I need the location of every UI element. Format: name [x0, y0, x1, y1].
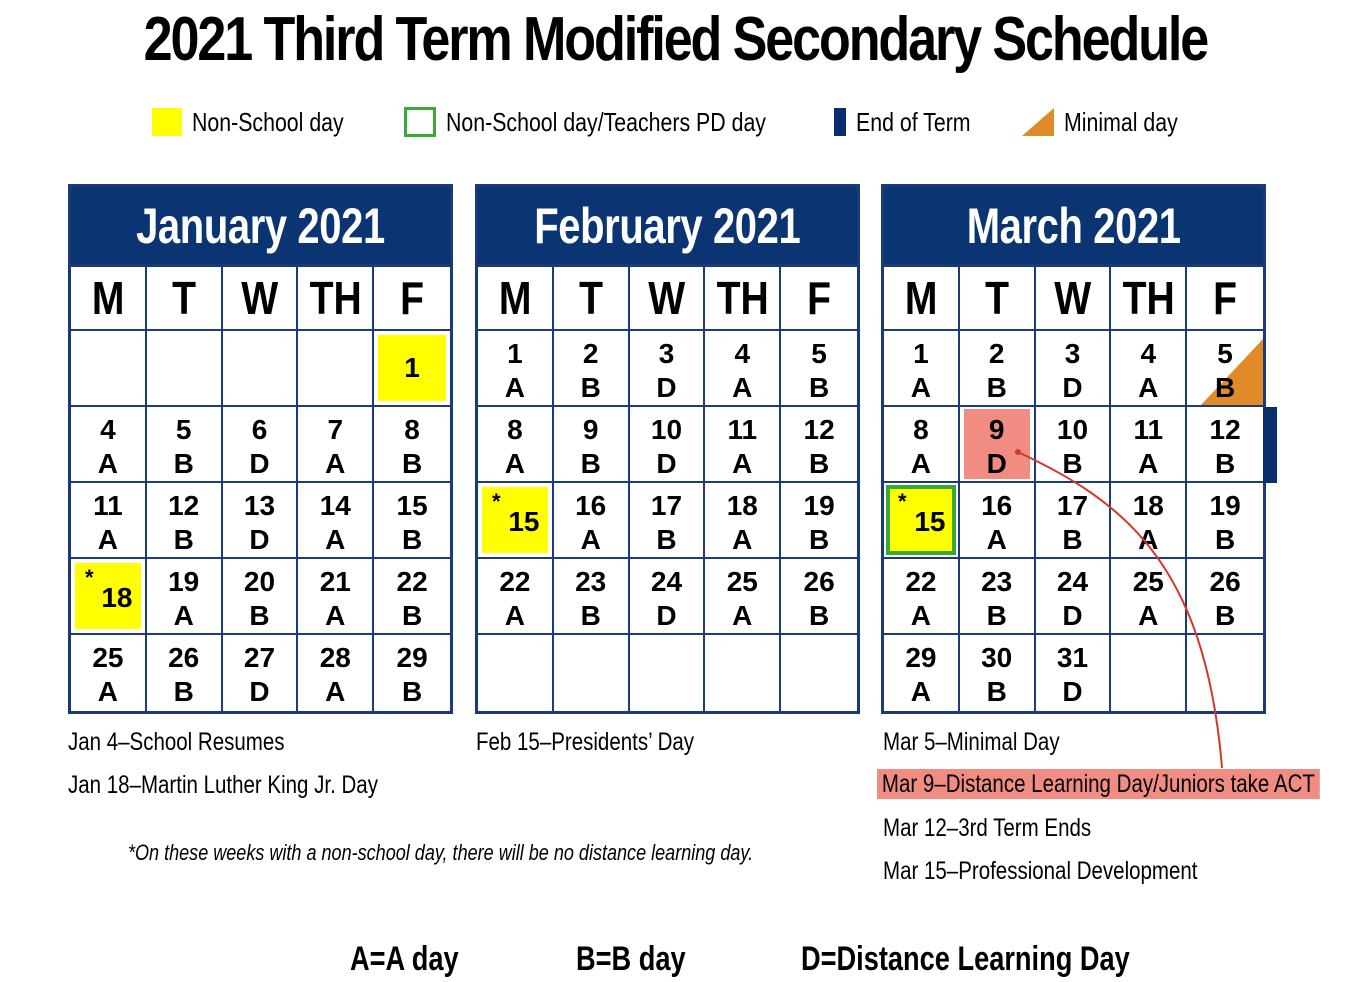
weekday-header: W [630, 267, 706, 331]
navy-bar-swatch-icon [834, 108, 846, 136]
day-code: D [656, 372, 677, 403]
note-jan-school-resumes: Jan 4–School Resumes [68, 728, 285, 756]
note-mar-term-ends: Mar 12–3rd Term Ends [883, 814, 1092, 842]
day-number: 27 [243, 642, 276, 673]
day-number: 2 [582, 338, 599, 369]
day-code: B [401, 524, 423, 555]
day-cell [884, 407, 960, 483]
day-code: B [173, 448, 194, 479]
day-code: B [1062, 524, 1083, 555]
day-number: 15 [396, 490, 428, 521]
weekday-header: TH [298, 267, 374, 331]
day-cell [884, 635, 960, 711]
day-number: 15 [508, 506, 540, 537]
day-cell-empty [1111, 635, 1187, 711]
day-number: 18 [1132, 490, 1164, 521]
day-number: 23 [981, 566, 1013, 597]
day-cell [298, 559, 374, 635]
day-cell [884, 559, 960, 635]
orange-triangle-swatch-icon [1022, 108, 1054, 136]
day-number: 3 [1064, 338, 1081, 369]
day-number: 24 [650, 566, 683, 597]
day-number: 30 [981, 642, 1013, 673]
day-cell [630, 483, 706, 559]
day-code: A [504, 372, 526, 403]
page-title: 2021 Third Term Modified Secondary Schedule [143, 5, 1208, 74]
day-number: 14 [319, 490, 351, 521]
day-cell [781, 559, 857, 635]
day-code: A [1138, 600, 1159, 631]
day-cell [223, 635, 299, 711]
day-cell [223, 407, 299, 483]
day-cell [1111, 407, 1187, 483]
legend-end-of-term-label: End of Term [856, 106, 971, 137]
day-number: 17 [650, 490, 683, 521]
weekday-header: W [223, 267, 299, 331]
calendar-february [475, 184, 860, 714]
end-of-term-bar-icon [1263, 407, 1277, 483]
day-cell-empty [147, 331, 223, 407]
asterisk-note: * [898, 489, 907, 514]
day-number: 11 [93, 490, 123, 521]
day-cell [630, 407, 706, 483]
day-number: 2 [988, 338, 1005, 369]
day-number: 29 [396, 642, 428, 673]
day-code: B [580, 448, 601, 479]
day-code: A [732, 600, 753, 631]
day-number: 10 [650, 414, 683, 445]
calendar-january-grid [71, 267, 450, 711]
day-number: 29 [905, 642, 937, 673]
weekday-header: T [554, 267, 630, 331]
day-cell [960, 559, 1036, 635]
day-number: 22 [905, 566, 937, 597]
day-code: A [325, 676, 346, 707]
day-cell [705, 483, 781, 559]
day-code: A [1138, 524, 1159, 555]
legend-pd-day-label: Non-School day/Teachers PD day [446, 106, 766, 137]
day-cell-empty [781, 635, 857, 711]
day-cell [374, 635, 450, 711]
day-number: 4 [734, 338, 751, 369]
day-number: 11 [727, 414, 758, 445]
day-cell [147, 559, 223, 635]
key-b-day: B=B day [576, 940, 686, 978]
day-cell [374, 483, 450, 559]
day-code: B [808, 448, 830, 479]
asterisk-note: * [492, 489, 501, 514]
day-number: 10 [1056, 414, 1089, 445]
day-cell-pd-day [884, 483, 960, 559]
day-code: B [173, 676, 194, 707]
day-cell [884, 331, 960, 407]
day-cell [298, 407, 374, 483]
day-number: 19 [168, 566, 200, 597]
day-cell-empty [223, 331, 299, 407]
weekday-header: TH [1111, 267, 1187, 331]
day-number: 5 [811, 338, 827, 369]
day-code: A [97, 524, 119, 555]
footnote: *On these weeks with a non-school day, there will be no distance learning day. [128, 840, 754, 865]
day-cell-empty [298, 331, 374, 407]
day-number: 12 [803, 414, 835, 445]
day-cell [705, 559, 781, 635]
calendar-march-header [884, 187, 1263, 267]
day-code: B [1214, 524, 1236, 555]
day-number: 19 [1209, 490, 1241, 521]
day-number: 3 [658, 338, 675, 369]
day-cell [1111, 331, 1187, 407]
day-code: A [910, 600, 932, 631]
day-code: A [910, 676, 932, 707]
day-code: B [401, 448, 423, 479]
day-number: 25 [726, 566, 758, 597]
note-feb-presidents-day: Feb 15–Presidents’ Day [476, 728, 695, 756]
day-code: B [986, 676, 1007, 707]
day-number: 4 [1140, 338, 1157, 369]
calendar-january-title: January 2021 [136, 197, 385, 254]
day-number: 17 [1056, 490, 1089, 521]
day-number: 20 [243, 566, 276, 597]
weekday-header: M [71, 267, 147, 331]
day-number: 1 [507, 338, 523, 369]
day-cell [478, 407, 554, 483]
day-number: 26 [168, 642, 200, 673]
day-cell-non-school [478, 483, 554, 559]
weekday-header: T [960, 267, 1036, 331]
day-cell [71, 407, 147, 483]
calendar-february-grid [478, 267, 857, 711]
legend-non-school-label: Non-School day [192, 106, 344, 137]
day-cell-empty [554, 635, 630, 711]
day-cell [374, 407, 450, 483]
day-cell [705, 407, 781, 483]
day-code: B [173, 524, 194, 555]
day-cell [960, 483, 1036, 559]
day-cell [781, 483, 857, 559]
day-code: B [249, 600, 270, 631]
day-cell [147, 407, 223, 483]
day-cell [705, 331, 781, 407]
yellow-swatch-icon [152, 108, 182, 136]
day-cell [71, 483, 147, 559]
day-cell [1036, 635, 1112, 711]
day-number: 8 [404, 414, 420, 445]
day-cell [1187, 559, 1263, 635]
day-code: A [325, 448, 346, 479]
day-code: B [1214, 600, 1236, 631]
day-code: B [808, 600, 830, 631]
calendar-january [68, 184, 453, 714]
calendar-february-title: February 2021 [534, 197, 801, 254]
day-cell [478, 331, 554, 407]
day-cell [1111, 483, 1187, 559]
day-number: 24 [1056, 566, 1089, 597]
day-code: B [656, 524, 677, 555]
day-number: 1 [404, 352, 420, 383]
note-mar-distance-learning: Mar 9–Distance Learning Day/Juniors take ACT [877, 769, 1320, 799]
day-cell-non-school [71, 559, 147, 635]
day-code: B [808, 372, 830, 403]
day-cell [960, 635, 1036, 711]
day-number: 8 [913, 414, 929, 445]
calendar-january-header [71, 187, 450, 267]
day-number: 9 [582, 414, 599, 445]
day-number: 31 [1056, 642, 1089, 673]
day-code: A [325, 600, 346, 631]
green-outline-swatch-icon [404, 107, 436, 137]
day-code: B [401, 600, 423, 631]
weekday-header: M [884, 267, 960, 331]
calendar-march [881, 184, 1266, 714]
day-cell [147, 635, 223, 711]
weekday-header: F [1187, 267, 1263, 331]
day-cell-minimal [1187, 331, 1263, 407]
day-number: 21 [319, 566, 351, 597]
day-code: D [986, 448, 1007, 479]
day-cell [630, 331, 706, 407]
day-number: 26 [1209, 566, 1241, 597]
day-cell [478, 559, 554, 635]
day-cell [781, 331, 857, 407]
day-code: A [732, 448, 753, 479]
day-number: 16 [981, 490, 1013, 521]
day-number: 12 [168, 490, 200, 521]
day-number: 4 [100, 414, 116, 445]
day-code: B [986, 600, 1007, 631]
legend-minimal-label: Minimal day [1064, 106, 1178, 137]
day-code: D [656, 600, 677, 631]
day-code: B [580, 600, 601, 631]
day-number: 26 [803, 566, 835, 597]
key-a-day: A=A day [350, 940, 459, 978]
weekday-header: F [781, 267, 857, 331]
day-cell [781, 407, 857, 483]
day-cell [223, 483, 299, 559]
day-code: D [1062, 372, 1083, 403]
day-cell [554, 331, 630, 407]
day-code: A [986, 524, 1007, 555]
note-mar-minimal-day: Mar 5–Minimal Day [883, 728, 1060, 756]
day-cell [298, 483, 374, 559]
day-code: A [1138, 448, 1159, 479]
calendar-march-grid [884, 267, 1263, 711]
day-code: D [249, 448, 270, 479]
calendar-march-title: March 2021 [966, 197, 1181, 254]
day-code: D [1062, 600, 1083, 631]
day-code: B [580, 372, 601, 403]
day-cell [1036, 331, 1112, 407]
day-cell [223, 559, 299, 635]
day-number: 22 [499, 566, 531, 597]
day-cell [1111, 559, 1187, 635]
day-number: 25 [92, 642, 124, 673]
weekday-header: TH [705, 267, 781, 331]
day-cell-empty [478, 635, 554, 711]
day-code: A [504, 600, 526, 631]
day-cell [554, 407, 630, 483]
day-number: 12 [1209, 414, 1241, 445]
day-number: 7 [327, 414, 344, 445]
day-code: B [1062, 448, 1083, 479]
day-code: A [97, 676, 119, 707]
day-number: 23 [575, 566, 607, 597]
day-cell [960, 331, 1036, 407]
day-cell-end-of-term [1187, 407, 1263, 483]
day-cell [554, 483, 630, 559]
weekday-header: M [478, 267, 554, 331]
day-code: A [1138, 372, 1159, 403]
day-code: A [580, 524, 601, 555]
day-number: 22 [396, 566, 428, 597]
day-cell-empty [1187, 635, 1263, 711]
legend-end-of-term [834, 104, 996, 140]
day-cell-act [960, 407, 1036, 483]
day-number: 11 [1133, 414, 1164, 445]
day-code: A [325, 524, 346, 555]
day-number: 8 [507, 414, 523, 445]
day-code: A [504, 448, 526, 479]
day-code: D [249, 524, 270, 555]
day-cell [374, 559, 450, 635]
day-cell-empty [705, 635, 781, 711]
day-number: 19 [803, 490, 835, 521]
day-number: 25 [1132, 566, 1164, 597]
day-code: A [732, 372, 753, 403]
day-code: D [1062, 676, 1083, 707]
day-number: 15 [914, 506, 946, 537]
day-code: B [1214, 372, 1236, 403]
day-code: A [97, 448, 119, 479]
day-cell-empty [630, 635, 706, 711]
day-code: A [173, 600, 194, 631]
legend-pd-day [404, 104, 836, 140]
day-code: B [986, 372, 1007, 403]
day-cell [1187, 483, 1263, 559]
day-number: 18 [101, 582, 133, 613]
day-cell [1036, 483, 1112, 559]
day-code: B [401, 676, 423, 707]
day-cell [147, 483, 223, 559]
day-number: 9 [988, 414, 1005, 445]
day-code: B [808, 524, 830, 555]
day-number: 5 [1217, 338, 1233, 369]
day-code: D [249, 676, 270, 707]
weekday-header: F [374, 267, 450, 331]
day-number: 18 [726, 490, 758, 521]
note-mar-professional-development: Mar 15–Professional Development [883, 857, 1198, 885]
day-number: 16 [575, 490, 607, 521]
day-cell [630, 559, 706, 635]
day-cell [1036, 559, 1112, 635]
day-cell [298, 635, 374, 711]
day-code: B [1214, 448, 1236, 479]
day-cell-empty [71, 331, 147, 407]
note-jan-mlk-day: Jan 18–Martin Luther King Jr. Day [68, 771, 378, 799]
key-d-day: D=Distance Learning Day [801, 940, 1130, 978]
day-number: 1 [913, 338, 929, 369]
day-code: A [732, 524, 753, 555]
calendar-february-header [478, 187, 857, 267]
legend-non-school [152, 104, 377, 140]
day-cell [71, 635, 147, 711]
day-cell [554, 559, 630, 635]
legend-minimal [1022, 104, 1203, 140]
day-number: 6 [251, 414, 268, 445]
day-code: A [910, 372, 932, 403]
day-number: 13 [243, 490, 276, 521]
day-number: 28 [319, 642, 351, 673]
weekday-header: W [1036, 267, 1112, 331]
day-code: D [656, 448, 677, 479]
day-code: A [910, 448, 932, 479]
asterisk-note: * [85, 565, 94, 590]
weekday-header: T [147, 267, 223, 331]
day-cell-non-school [374, 331, 450, 407]
day-cell [1036, 407, 1112, 483]
day-number: 5 [175, 414, 192, 445]
